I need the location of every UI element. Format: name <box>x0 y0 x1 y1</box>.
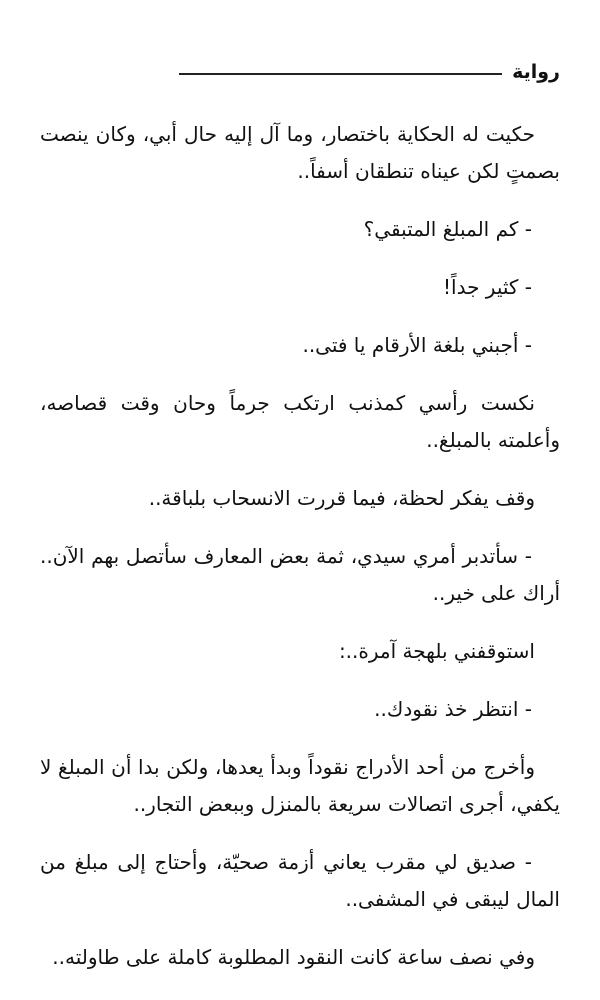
paragraph: وفي نصف ساعة كانت النقود المطلوبة كاملة على طاولته.. <box>52 945 535 969</box>
dialogue-line: - سأتدبر أمري سيدي، ثمة بعض المعارف سأتصل بهم الآن.. أراك على خير.. <box>40 544 560 605</box>
dialogue-line: - أجبني بلغة الأرقام يا فتى.. <box>302 333 532 357</box>
body-text <box>40 116 560 997</box>
dialogue-line: - انتظر خذ نقودك.. <box>374 697 532 721</box>
header-rule <box>179 73 502 75</box>
paragraph: استوقفني بلهجة آمرة..: <box>338 639 535 663</box>
paragraph: حكيت له الحكاية باختصار، وما آل إليه حال أبي، وكان ينصت بصمتٍ لكن عيناه تنطقان أسفاً.. <box>40 122 560 183</box>
dialogue-line: - كثير جداً! <box>443 275 532 299</box>
dialogue-line: - صديق لي مقرب يعاني أزمة صحيّة، وأحتاج إلى مبلغ من المال ليبقى في المشفى.. <box>40 850 560 911</box>
paragraph: نكست رأسي كمذنب ارتكب جرماً وحان وقت قصاصه، وأعلمته بالمبلغ.. <box>40 391 560 452</box>
page-header <box>179 58 560 86</box>
section-label: رواية <box>512 61 560 83</box>
dialogue-line: - كم المبلغ المتبقي؟ <box>363 217 532 241</box>
paragraph: وقف يفكر لحظة، فيما قررت الانسحاب بلباقة.. <box>148 486 535 510</box>
paragraph: وأخرج من أحد الأدراج نقوداً وبدأ يعدها، ولكن بدا أن المبلغ لا يكفي، أجرى اتصالات سريعة بالمنزل وببعض التجار.. <box>40 755 560 816</box>
